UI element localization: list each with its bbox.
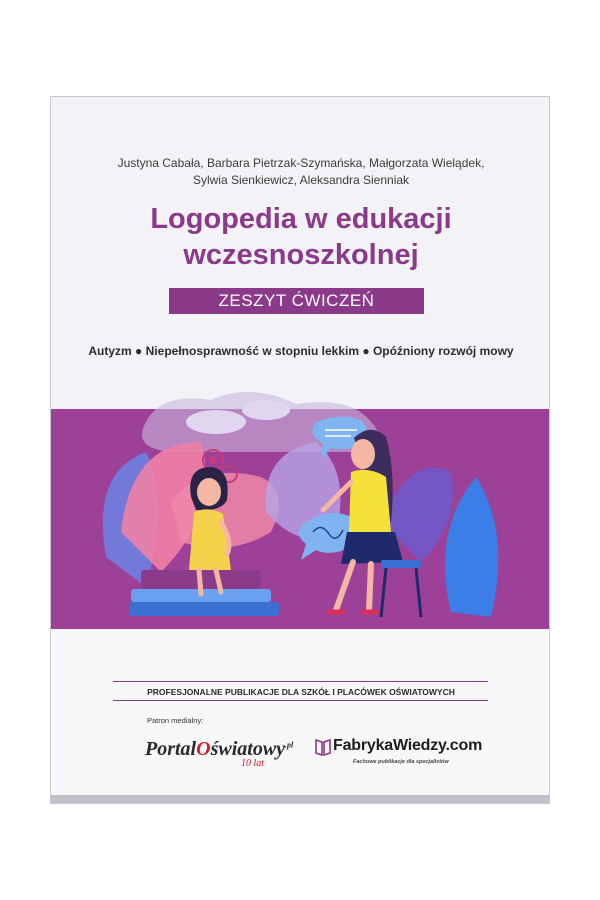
woman-top [349, 470, 391, 532]
fabryka-wiedzy-logo [315, 737, 483, 777]
title-line-1: Logopedia w edukacji [150, 203, 452, 235]
authors-line-2: Sylwia Sienkiewicz, Aleksandra Sienniak [192, 173, 410, 187]
portal-logo-part2: światowy [210, 738, 286, 760]
book-icon [315, 738, 331, 756]
bottom-area [51, 629, 550, 804]
girl-face [197, 478, 221, 506]
woman-skirt [341, 532, 403, 564]
right-leaf-shape [445, 477, 498, 617]
subtitle-banner: ZESZYT ĆWICZEŃ [169, 288, 424, 314]
portal-logo-part1: Portal [145, 738, 197, 760]
authors [51, 155, 550, 189]
chair-legs [381, 568, 421, 617]
target-circle [209, 456, 217, 464]
title-line-2: wczesnoszkolnej [183, 239, 419, 271]
small-cloud [186, 410, 246, 434]
publisher-line: PROFESJONALNE PUBLIKACJE DLA SZKÓŁ I PLACÓWEK OŚWIATOWYCH [147, 687, 455, 697]
book-title [51, 201, 550, 273]
woman-legs [336, 562, 371, 610]
book-cover [50, 96, 550, 804]
portal-logo-suffix: .pl [285, 740, 294, 750]
chair-seat [381, 560, 421, 568]
topics-line: Autyzm ● Niepełnosprawność w stopniu lekkim ● Opóźniony rozwój mowy [88, 344, 514, 358]
portal-logo-anniversary: 10 lat [241, 758, 265, 769]
patron-label: Patron medialny: [147, 716, 204, 725]
portal-oswiatowy-logo [145, 738, 295, 778]
fabryka-logo-tagline: Fachowe publikacje dla specjalistów [353, 759, 449, 765]
divider-bottom [113, 700, 488, 701]
cover-bottom-band [51, 795, 550, 804]
small-cloud [242, 400, 290, 420]
authors-line-1: Justyna Cabała, Barbara Pietrzak-Szymańska, Małgorzata Wielądek, [117, 156, 485, 170]
cover-illustration [51, 382, 550, 647]
divider-top [113, 681, 488, 682]
portal-logo-accent: O [196, 738, 211, 760]
fabryka-logo-name: FabrykaWiedzy.com [333, 737, 483, 754]
woman-face [351, 439, 375, 469]
book [129, 602, 279, 616]
